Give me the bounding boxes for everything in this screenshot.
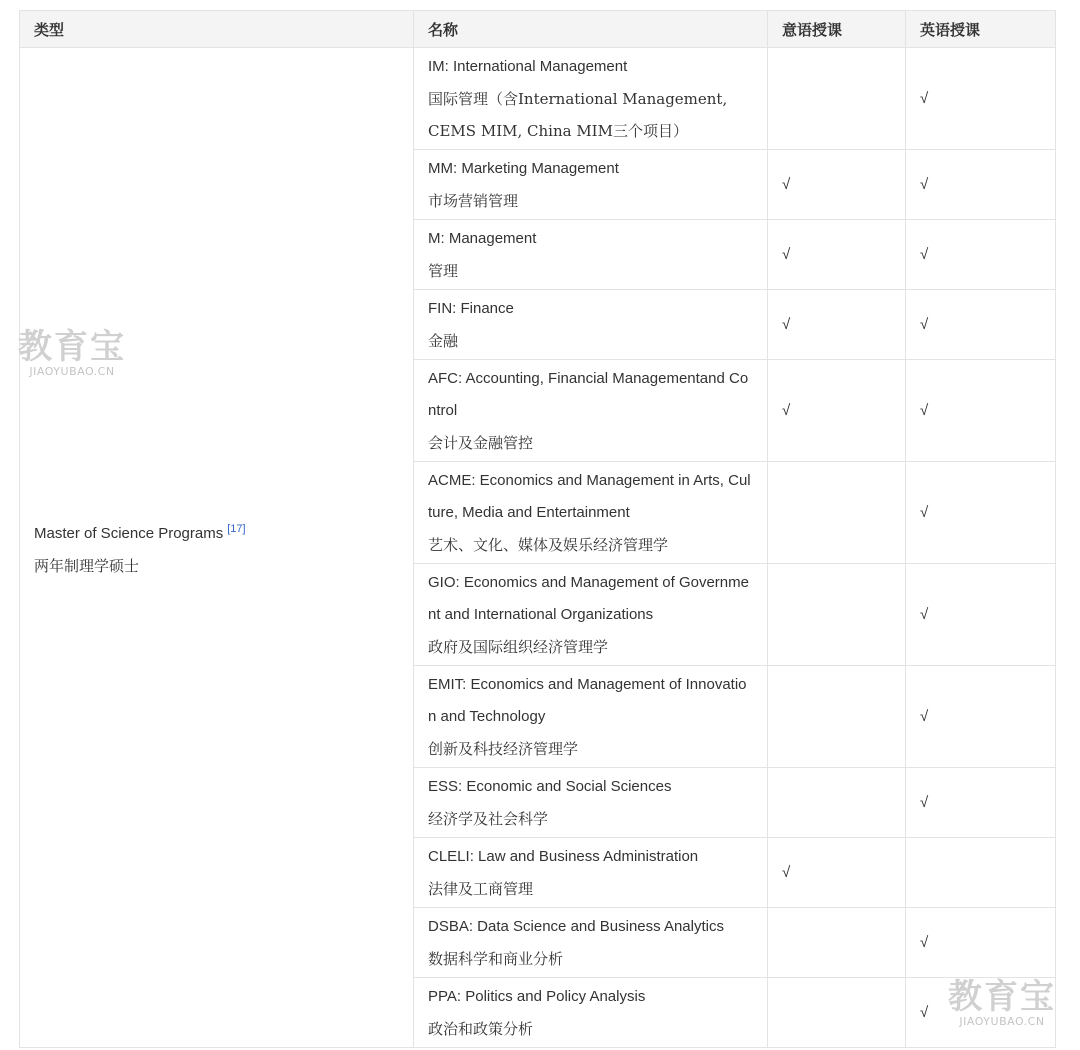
header-name: 名称 — [414, 11, 768, 48]
watermark-left — [18, 327, 126, 378]
watermark-domain: JIAOYUBAO.CN — [959, 1015, 1045, 1028]
italian-taught-cell: √ — [768, 150, 906, 220]
program-name-en: MM: Marketing Management — [428, 159, 619, 177]
english-taught-cell: √ — [906, 908, 1056, 978]
program-name-zh: 创新及科技经济管理学 — [428, 739, 579, 758]
italian-taught-cell: √ — [768, 220, 906, 290]
program-name-cell — [414, 220, 768, 290]
italian-taught-cell: √ — [768, 360, 906, 462]
program-name-cell — [414, 462, 768, 564]
header-row — [20, 11, 1056, 48]
english-taught-cell: √ — [906, 220, 1056, 290]
program-name-cell — [414, 564, 768, 666]
type-title-text: Master of Science Programs — [34, 525, 224, 542]
program-name-zh: 金融 — [428, 331, 459, 350]
english-taught-cell: √ — [906, 768, 1056, 838]
table-body — [20, 48, 1056, 1048]
program-name-zh: 法律及工商管理 — [428, 879, 534, 898]
watermark-logo-text: 教育宝 — [948, 977, 1056, 1017]
header-italian: 意语授课 — [768, 11, 906, 48]
italian-taught-cell — [768, 564, 906, 666]
program-name-zh: 政治和政策分析 — [428, 1019, 534, 1038]
program-name-cell — [414, 978, 768, 1048]
italian-taught-cell — [768, 768, 906, 838]
type-cell — [20, 48, 414, 1048]
header-type: 类型 — [20, 11, 414, 48]
program-name-cell — [414, 838, 768, 908]
program-name-cell — [414, 666, 768, 768]
program-name-en: DSBA: Data Science and Business Analytics — [428, 917, 724, 935]
italian-taught-cell — [768, 48, 906, 150]
english-taught-cell: √ — [906, 978, 1056, 1048]
program-name-cell — [414, 360, 768, 462]
program-name-en: FIN: Finance — [428, 299, 514, 317]
reference-link[interactable]: [17] — [227, 523, 246, 535]
program-name-cell — [414, 290, 768, 360]
program-name-zh: 会计及金融管控 — [428, 433, 534, 452]
english-taught-cell: √ — [906, 462, 1056, 564]
italian-taught-cell: √ — [768, 290, 906, 360]
english-taught-cell: √ — [906, 666, 1056, 768]
italian-taught-cell — [768, 908, 906, 978]
program-name-en: PPA: Politics and Policy Analysis — [428, 987, 646, 1005]
english-taught-cell: √ — [906, 290, 1056, 360]
watermark-domain: JIAOYUBAO.CN — [29, 365, 115, 378]
program-name-zh: 国际管理（含International Management, CEMS MIM, China MIM三个项目） — [428, 89, 728, 140]
watermark-right — [948, 977, 1056, 1028]
program-name-zh: 政府及国际组织经济管理学 — [428, 637, 609, 656]
italian-taught-cell — [768, 978, 906, 1048]
program-name-en: M: Management — [428, 229, 537, 247]
program-name-cell — [414, 768, 768, 838]
english-taught-cell: √ — [906, 48, 1056, 150]
header-english: 英语授课 — [906, 11, 1056, 48]
table-row — [20, 48, 1056, 150]
program-name-cell — [414, 48, 768, 150]
program-name-en: GIO: Economics and Management of Government and International Organizations — [428, 573, 749, 623]
program-name-cell — [414, 150, 768, 220]
watermark-logo-text: 教育宝 — [18, 327, 126, 367]
program-name-zh: 数据科学和商业分析 — [428, 949, 564, 968]
program-name-en: ACME: Economics and Management in Arts, Culture, Media and Entertainment — [428, 471, 751, 521]
program-name-zh: 经济学及社会科学 — [428, 809, 549, 828]
program-name-en: CLELI: Law and Business Administration — [428, 847, 699, 865]
program-name-en: ESS: Economic and Social Sciences — [428, 777, 672, 795]
program-name-zh: 管理 — [428, 261, 459, 280]
italian-taught-cell — [768, 666, 906, 768]
program-name-en: IM: International Management — [428, 57, 628, 75]
program-name-en: AFC: Accounting, Financial Managementand Control — [428, 369, 749, 419]
italian-taught-cell: √ — [768, 838, 906, 908]
italian-taught-cell — [768, 462, 906, 564]
program-name-zh: 艺术、文化、媒体及娱乐经济管理学 — [428, 535, 669, 554]
english-taught-cell: √ — [906, 360, 1056, 462]
english-taught-cell: √ — [906, 564, 1056, 666]
programs-table — [19, 10, 1056, 1048]
english-taught-cell: √ — [906, 150, 1056, 220]
program-name-zh: 市场营销管理 — [428, 191, 519, 210]
program-name-cell — [414, 908, 768, 978]
type-subtitle: 两年制理学硕士 — [34, 557, 140, 575]
program-name-en: EMIT: Economics and Management of Innovation and Technology — [428, 675, 747, 725]
type-title — [34, 513, 399, 550]
english-taught-cell — [906, 838, 1056, 908]
